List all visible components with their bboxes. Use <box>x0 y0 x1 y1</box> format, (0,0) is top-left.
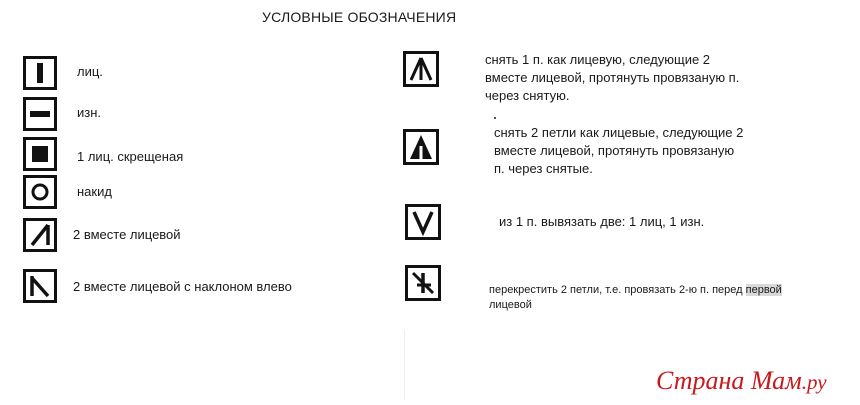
k2tog-symbol-icon <box>23 218 57 252</box>
purl-symbol-icon <box>23 97 57 131</box>
legend-label-knit: лиц. <box>77 64 103 79</box>
knit-symbol-icon <box>23 56 57 90</box>
yarn-over-symbol-icon <box>23 175 57 209</box>
legend-text-sk2-k2tog-psso: снять 2 петли как лицевые, следующие 2 вместе лицевой, протянуть провязаную п. через снятые. <box>494 125 744 176</box>
stray-dot <box>494 117 496 119</box>
highlighted-word: первой <box>745 284 782 296</box>
legend-label-purl: изн. <box>77 105 102 120</box>
legend-label-k2tog: 2 вместе лицевой <box>73 227 181 242</box>
scan-artifact-line <box>404 330 405 400</box>
watermark-domain: .ру <box>801 370 827 394</box>
legend-label-twisted-knit: 1 лиц. скрещеная <box>77 149 184 164</box>
site-watermark <box>656 366 827 396</box>
legend-label-yarn-over: накид <box>77 184 112 199</box>
legend-text-increase: из 1 п. вывязать две: 1 лиц, 1 изн. <box>499 214 705 229</box>
sk1-k2tog-psso-symbol-icon <box>403 51 439 87</box>
watermark-text: Страна Мам <box>656 366 802 395</box>
cross-stitches-symbol-icon <box>405 265 441 301</box>
legend-text-cross-stitches: перекрестить 2 петли, т.е. провязать 2-ю п. перед первой лицевой <box>489 284 782 311</box>
increase-symbol-icon <box>405 204 441 240</box>
k2tog-left-symbol-icon <box>23 269 57 303</box>
legend-label-k2tog-left: 2 вместе лицевой с наклоном влево <box>73 279 292 294</box>
twisted-knit-symbol-icon <box>23 137 57 171</box>
legend-text-sk1-k2tog-psso: снять 1 п. как лицевую, следующие 2 вместе лицевой, протянуть провязаную п. через снятую. <box>485 52 740 103</box>
legend-title: УСЛОВНЫЕ ОБОЗНАЧЕНИЯ <box>262 9 457 25</box>
sk2-k2tog-psso-symbol-icon <box>403 129 439 165</box>
